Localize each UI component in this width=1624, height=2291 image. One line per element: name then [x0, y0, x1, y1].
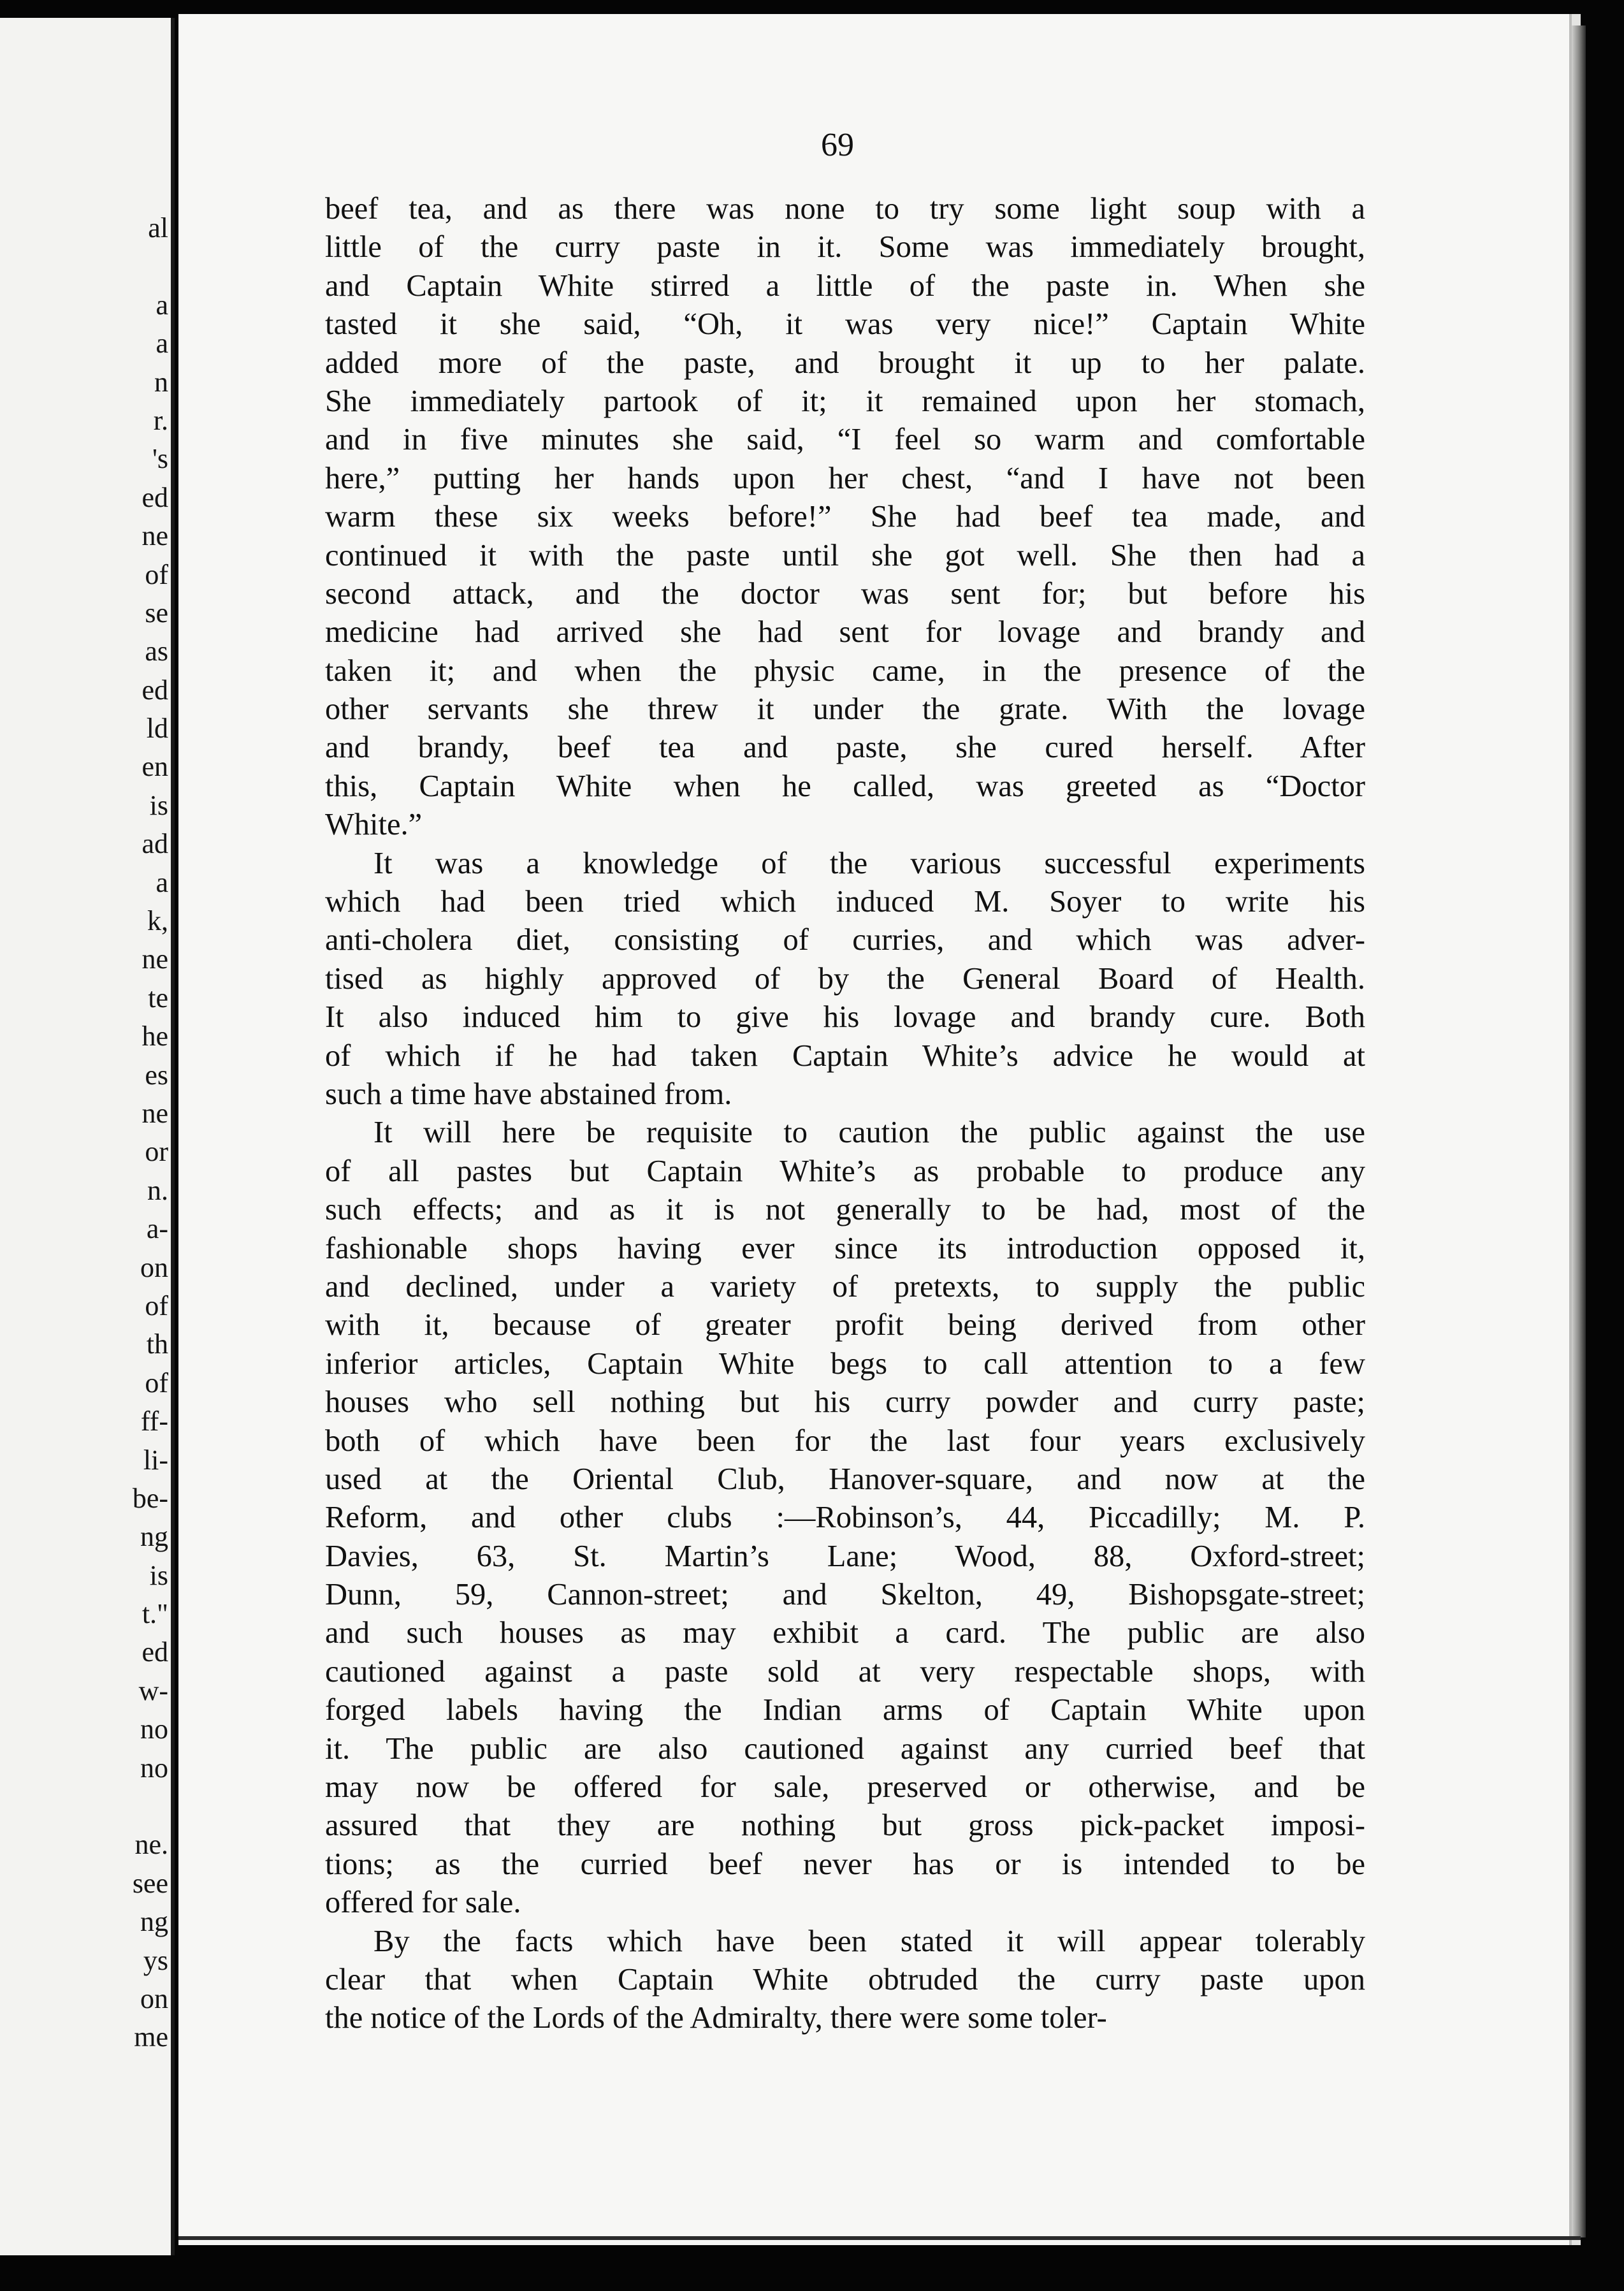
facing-page-fragment: ng [140, 1906, 168, 1938]
facing-page-fragment: ad [141, 828, 168, 860]
text-line: She immediately partook of it; it remained upon her stomach, [325, 384, 1365, 418]
text-line: offered for sale. [325, 1886, 521, 1920]
facing-page-fragment: es [145, 1059, 168, 1091]
text-line: such a time have abstained from. [325, 1077, 732, 1111]
facing-page-fragment [92, 1787, 168, 1826]
facing-page-fragment: te [148, 982, 168, 1014]
text-line: this, Captain White when he called, was greeted as “Doctor [325, 769, 1365, 803]
text-line: Reform, and other clubs :—Robinson’s, 44, Piccadilly; M. P. [325, 1501, 1365, 1535]
facing-page-fragment: li- [143, 1444, 168, 1476]
facing-page-fragment: ne [141, 943, 168, 975]
text-line: and such houses as may exhibit a card. The public are also [325, 1616, 1365, 1650]
facing-page-fragment: ng [140, 1521, 168, 1553]
facing-page-fragment: of [145, 558, 168, 590]
facing-page-fragment: a [156, 866, 168, 898]
facing-page-fragment: a- [146, 1213, 168, 1245]
text-line: and in five minutes she said, “I feel so warm and comfortable [325, 423, 1365, 457]
facing-page-fragment: no [140, 1752, 168, 1784]
text-line: tions; as the curried beef never has or is intended to be [325, 1847, 1365, 1881]
text-line: other servants she threw it under the grate. With the lovage [325, 692, 1365, 727]
text-line: anti-cholera diet, consisting of curries, and which was adver- [325, 923, 1365, 957]
facing-page-fragment: ed [141, 1636, 168, 1668]
facing-page-fragment: se [145, 597, 168, 629]
text-line: White.” [325, 808, 423, 842]
text-line: taken it; and when the physic came, in the presence of the [325, 653, 1365, 688]
text-line: with it, because of greater profit being derived from other [325, 1308, 1365, 1342]
text-line: houses who sell nothing but his curry powder and curry paste; [325, 1385, 1365, 1420]
text-line: It was a knowledge of the various successful experiments [373, 846, 1365, 880]
facing-page-fragment: w- [138, 1675, 168, 1706]
text-line: By the facts which have been stated it will appear tolerably [373, 1924, 1365, 1958]
facing-page-fragment: of [145, 1367, 168, 1399]
facing-page-fragment: or [145, 1136, 168, 1168]
text-line: clear that when Captain White obtruded the curry paste upon [325, 1962, 1365, 1996]
text-line: it. The public are also cautioned against any curried beef that [325, 1731, 1365, 1766]
text-line: tised as highly approved of by the General Board of Health. [325, 961, 1365, 996]
facing-page-fragment: a [156, 328, 168, 360]
text-line: Davies, 63, St. Martin’s Lane; Wood, 88, Oxford-street; [325, 1539, 1365, 1573]
text-line: may now be offered for sale, preserved or otherwise, and be [325, 1770, 1365, 1805]
facing-page-fragment: is [149, 1559, 168, 1591]
text-line: beef tea, and as there was none to try some light soup with a [325, 192, 1365, 226]
facing-page-fragment: on [140, 1982, 168, 2014]
facing-page-fragment: ff- [140, 1406, 168, 1437]
text-line: used at the Oriental Club, Hanover-square, and now at the [325, 1462, 1365, 1496]
facing-page-fragment: r. [153, 404, 168, 436]
facing-page-fragment: ne [141, 1097, 168, 1129]
text-line: the notice of the Lords of the Admiralty, there were some toler- [325, 2001, 1107, 2035]
facing-page-fragment: th [146, 1328, 168, 1360]
page-edge-shadow [1572, 25, 1586, 2237]
text-line: here,” putting her hands upon her chest, “and I have not been [325, 461, 1365, 495]
paragraph [325, 190, 1365, 845]
facing-page-fragment: as [145, 636, 168, 667]
facing-page-fragment: a [156, 289, 168, 321]
text-line: both of which have been for the last four years exclusively [325, 1423, 1365, 1458]
facing-page-fragment [92, 247, 168, 286]
facing-page-fragment: on [140, 1251, 168, 1283]
text-line: continued it with the paste until she got well. She then had a [325, 538, 1365, 572]
text-line: Dunn, 59, Cannon-street; and Skelton, 49, Bishopsgate-street; [325, 1578, 1365, 1612]
text-line: second attack, and the doctor was sent for; but before his [325, 576, 1365, 611]
paragraph [325, 1923, 1365, 2038]
text-line: which had been tried which induced M. Soyer to write his [325, 885, 1365, 919]
facing-page-fragment: ed [141, 674, 168, 706]
facing-page-fragment: ed [141, 481, 168, 513]
facing-page-fragment: t." [141, 1598, 168, 1630]
text-line: warm these six weeks before!” She had beef tea made, and [325, 500, 1365, 534]
facing-page-fragment: n. [147, 1174, 168, 1206]
text-line: little of the curry paste in it. Some was immediately brought, [325, 230, 1365, 265]
page-number: 69 [821, 127, 854, 163]
text-line: added more of the paste, and brought it up to her palate. [325, 345, 1365, 380]
text-line: inferior articles, Captain White begs to call attention to a few [325, 1346, 1365, 1381]
facing-page-fragment: no [140, 1713, 168, 1745]
facing-page-fragment: ld [146, 713, 168, 745]
facing-page-fragment: me [134, 2021, 168, 2053]
text-line: and declined, under a variety of pretexts, to supply the public [325, 1269, 1365, 1304]
facing-page-fragment: en [141, 751, 168, 783]
text-line: It will here be requisite to caution the public against the use [373, 1116, 1365, 1150]
text-line: It also induced him to give his lovage and brandy cure. Both [325, 1000, 1365, 1035]
facing-page-fragment: n [154, 366, 168, 398]
text-line: of all pastes but Captain White’s as probable to produce any [325, 1154, 1365, 1188]
text-line: assured that they are nothing but gross pick-packet imposi- [325, 1808, 1365, 1843]
facing-page-fragment: he [141, 1021, 168, 1052]
text-line: cautioned against a paste sold at very respectable shops, with [325, 1654, 1365, 1689]
text-line: and Captain White stirred a little of the paste in. When she [325, 268, 1365, 303]
paragraph [325, 845, 1365, 1114]
facing-page-fragment: al [148, 212, 168, 244]
facing-page-edge [0, 18, 175, 2255]
text-line: tasted it she said, “Oh, it was very nice!” Captain White [325, 307, 1365, 342]
text-line: fashionable shops having ever since its introduction opposed it, [325, 1231, 1365, 1265]
facing-page-fragment: ne. [134, 1829, 168, 1861]
facing-page-fragment: be- [132, 1482, 168, 1514]
facing-page-text-fragments [92, 209, 168, 2057]
facing-page-fragment: ys [143, 1944, 168, 1976]
text-line: such effects; and as it is not generally to be had, most of the [325, 1193, 1365, 1227]
facing-page-fragment: ne [141, 520, 168, 552]
facing-page-fragment: 's [152, 443, 168, 475]
text-line: medicine had arrived she had sent for lovage and brandy and [325, 615, 1365, 650]
text-line: forged labels having the Indian arms of Captain White upon [325, 1693, 1365, 1727]
facing-page-fragment: see [132, 1867, 168, 1899]
paragraph [325, 1114, 1365, 1922]
facing-page-fragment: of [145, 1290, 168, 1321]
page-body-text [325, 190, 1365, 2038]
page-bottom-edge [178, 2236, 1581, 2240]
facing-page-fragment: is [149, 789, 168, 821]
text-line: and brandy, beef tea and paste, she cured herself. After [325, 731, 1365, 765]
text-line: of which if he had taken Captain White’s advice he would at [325, 1038, 1365, 1073]
facing-page-fragment: k, [147, 905, 168, 937]
